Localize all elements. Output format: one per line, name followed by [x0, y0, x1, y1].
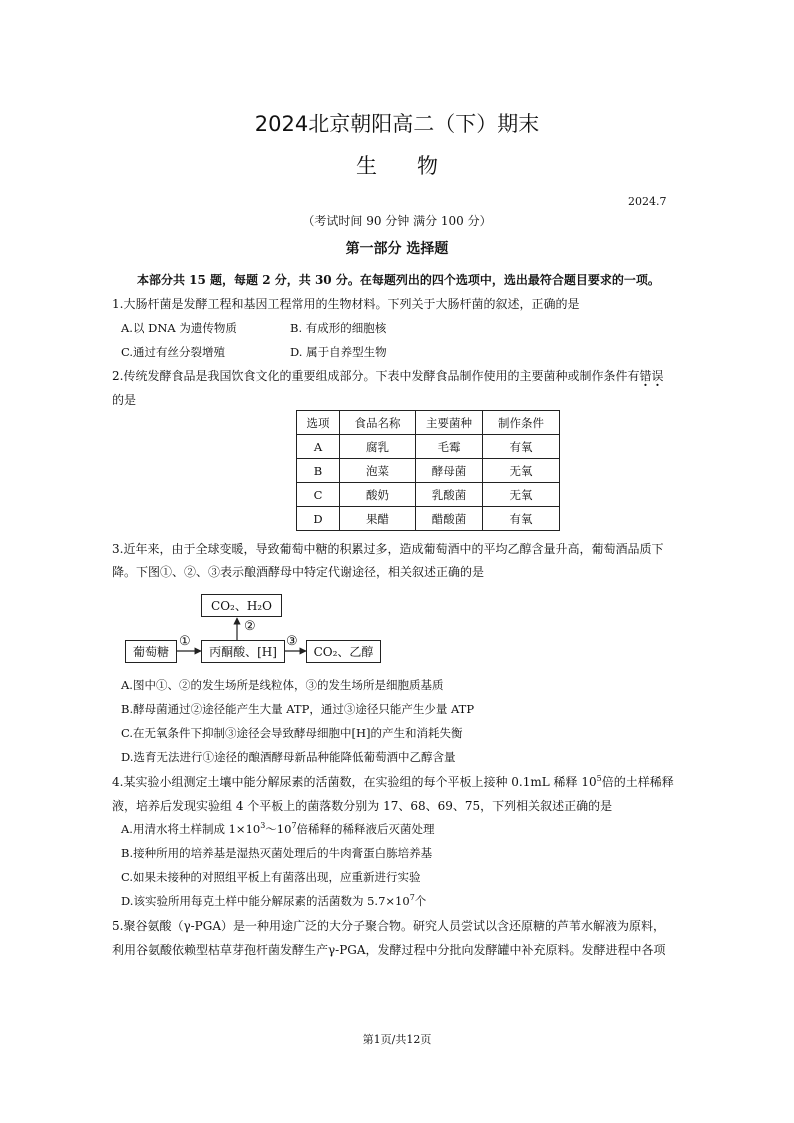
table-row: [297, 435, 560, 459]
q3-option-a: A.图中①、②的发生场所是线粒体，③的发生场所是细胞质基质: [121, 678, 444, 692]
table-cell: 有氧: [483, 507, 560, 531]
q1-stem: 1.大肠杆菌是发酵工程和基因工程常用的生物材料。下列关于大肠杆菌的叙述，正确的是: [112, 297, 580, 311]
q2-stem-text: 2.传统发酵食品是我国饮食文化的重要组成部分。下表中发酵食品制作使用的主要菌种或制作条件有: [112, 369, 640, 383]
q2-emphasis-char-2: 误: [651, 369, 664, 383]
q4-stem-line2: 液，培养后发现实验组 4 个平板上的菌落数分别为 17、68、69、75，下列相关叙述正确的是: [112, 799, 613, 813]
table-row: [297, 507, 560, 531]
q4-stem-text-2: 倍的土样稀释: [601, 775, 674, 789]
q4-a-exp2: 7: [291, 821, 297, 831]
box-glucose: 葡萄糖: [125, 640, 177, 663]
table-cell: 无氧: [483, 483, 560, 507]
q1-option-d: D. 属于自养型生物: [290, 345, 387, 359]
q3-option-b: B.酵母菌通过②途径能产生大量 ATP，通过③途径只能产生少量 ATP: [121, 702, 475, 716]
q1-option-c: C.通过有丝分裂增殖: [121, 345, 226, 359]
q5-stem-line2: 利用谷氨酸依赖型枯草芽孢杆菌发酵生产γ-PGA，发酵过程中分批向发酵罐中补充原料。发酵进程中各项: [112, 943, 666, 957]
table-header-cell: 选项: [297, 411, 340, 435]
q4-a-text-1: A.用清水将土样制成 1×10: [121, 822, 261, 836]
q3-option-c: C.在无氧条件下抑制③途径会导致酵母细胞中[H]的产生和消耗失衡: [121, 726, 463, 740]
table-row: [297, 459, 560, 483]
table-cell: 果醋: [340, 507, 416, 531]
q4-a-text-3: 倍稀释的稀释液后灭菌处理: [296, 822, 435, 836]
q4-option-a: [121, 821, 435, 837]
q4-stem-exponent: 5: [596, 774, 602, 783]
table-cell: 泡菜: [340, 459, 416, 483]
table-cell: D: [297, 507, 340, 531]
table-cell: 醋酸菌: [416, 507, 483, 531]
exam-date: 2024.7: [628, 195, 667, 208]
step2-label: ②: [244, 619, 256, 634]
q4-d-text-1: D.该实验所用每克土样中能分解尿素的活菌数为 5.7×10: [121, 894, 410, 908]
box-co2-h2o: CO₂、H₂O: [201, 594, 282, 617]
q3-stem-line1: 3.近年来，由于全球变暖，导致葡萄中糖的积累过多，造成葡萄酒中的平均乙醇含量升高，葡萄酒品质下: [112, 542, 664, 556]
part-instructions: 本部分共 15 题，每题 2 分，共 30 分。在每题列出的四个选项中，选出最符合题目要求的一项。: [137, 273, 660, 287]
q4-d-text-2: 个: [414, 894, 427, 908]
box-co2-ethanol: CO₂、乙醇: [306, 640, 381, 663]
step1-label: ①: [179, 634, 191, 649]
table-cell: 酵母菌: [416, 459, 483, 483]
table-cell: 乳酸菌: [416, 483, 483, 507]
table-cell: C: [297, 483, 340, 507]
page-number: 第1页/共12页: [362, 1033, 432, 1046]
part-heading: 第一部分 选择题: [345, 241, 449, 257]
table-cell: 无氧: [483, 459, 560, 483]
table-row: [297, 483, 560, 507]
table-header-cell: 主要菌种: [416, 411, 483, 435]
q4-a-exp1: 3: [260, 821, 266, 831]
q2-table: [296, 410, 560, 531]
table-header-cell: 制作条件: [483, 411, 560, 435]
q4-a-text-2: ～10: [265, 822, 292, 836]
table-header-cell: 食品名称: [340, 411, 416, 435]
q2-table-body: [297, 411, 560, 531]
table-cell: A: [297, 435, 340, 459]
q3-option-d: D.选育无法进行①途径的酿酒酵母新品种能降低葡萄酒中乙醇含量: [121, 750, 456, 764]
q2-stem: [112, 367, 663, 384]
table-cell: 腐乳: [340, 435, 416, 459]
q1-option-a: A.以 DNA 为遗传物质: [121, 321, 237, 335]
table-cell: 酸奶: [340, 483, 416, 507]
table-cell: 有氧: [483, 435, 560, 459]
q1-option-b: B. 有成形的细胞核: [290, 321, 387, 335]
q4-option-b: B.接种所用的培养基是湿热灭菌处理后的牛肉膏蛋白胨培养基: [121, 846, 433, 860]
step3-label: ③: [286, 634, 298, 649]
subject-title: 生物: [356, 154, 478, 178]
box-pyruvate: 丙酮酸、[H]: [201, 640, 285, 663]
table-cell: 毛霉: [416, 435, 483, 459]
q4-option-d: [121, 893, 426, 909]
q4-d-exp: 7: [409, 893, 415, 903]
q2-stem-line2: 的是: [112, 393, 137, 407]
q3-stem-line2: 降。下图①、②、③表示酿酒酵母中特定代谢途径，相关叙述正确的是: [112, 565, 485, 579]
q5-stem-line1: 5.聚谷氨酸（γ-PGA）是一种用途广泛的大分子聚合物。研究人员尝试以含还原糖的芦苇水解液为原料，: [112, 919, 666, 933]
q4-stem-line1: [112, 773, 674, 790]
exam-title: 2024北京朝阳高二（下）期末: [254, 112, 540, 136]
q4-option-c: C.如果未接种的对照组平板上有菌落出现，应重新进行实验: [121, 870, 421, 884]
q4-stem-text-1: 4.某实验小组测定土壤中能分解尿素的活菌数，在实验组的每个平板上接种 0.1mL 稀释 10: [112, 775, 597, 789]
q2-emphasis-char-1: 错: [639, 369, 652, 383]
exam-info: （考试时间 90 分钟 满分 100 分）: [302, 214, 492, 228]
table-header-row: [297, 411, 560, 435]
table-cell: B: [297, 459, 340, 483]
